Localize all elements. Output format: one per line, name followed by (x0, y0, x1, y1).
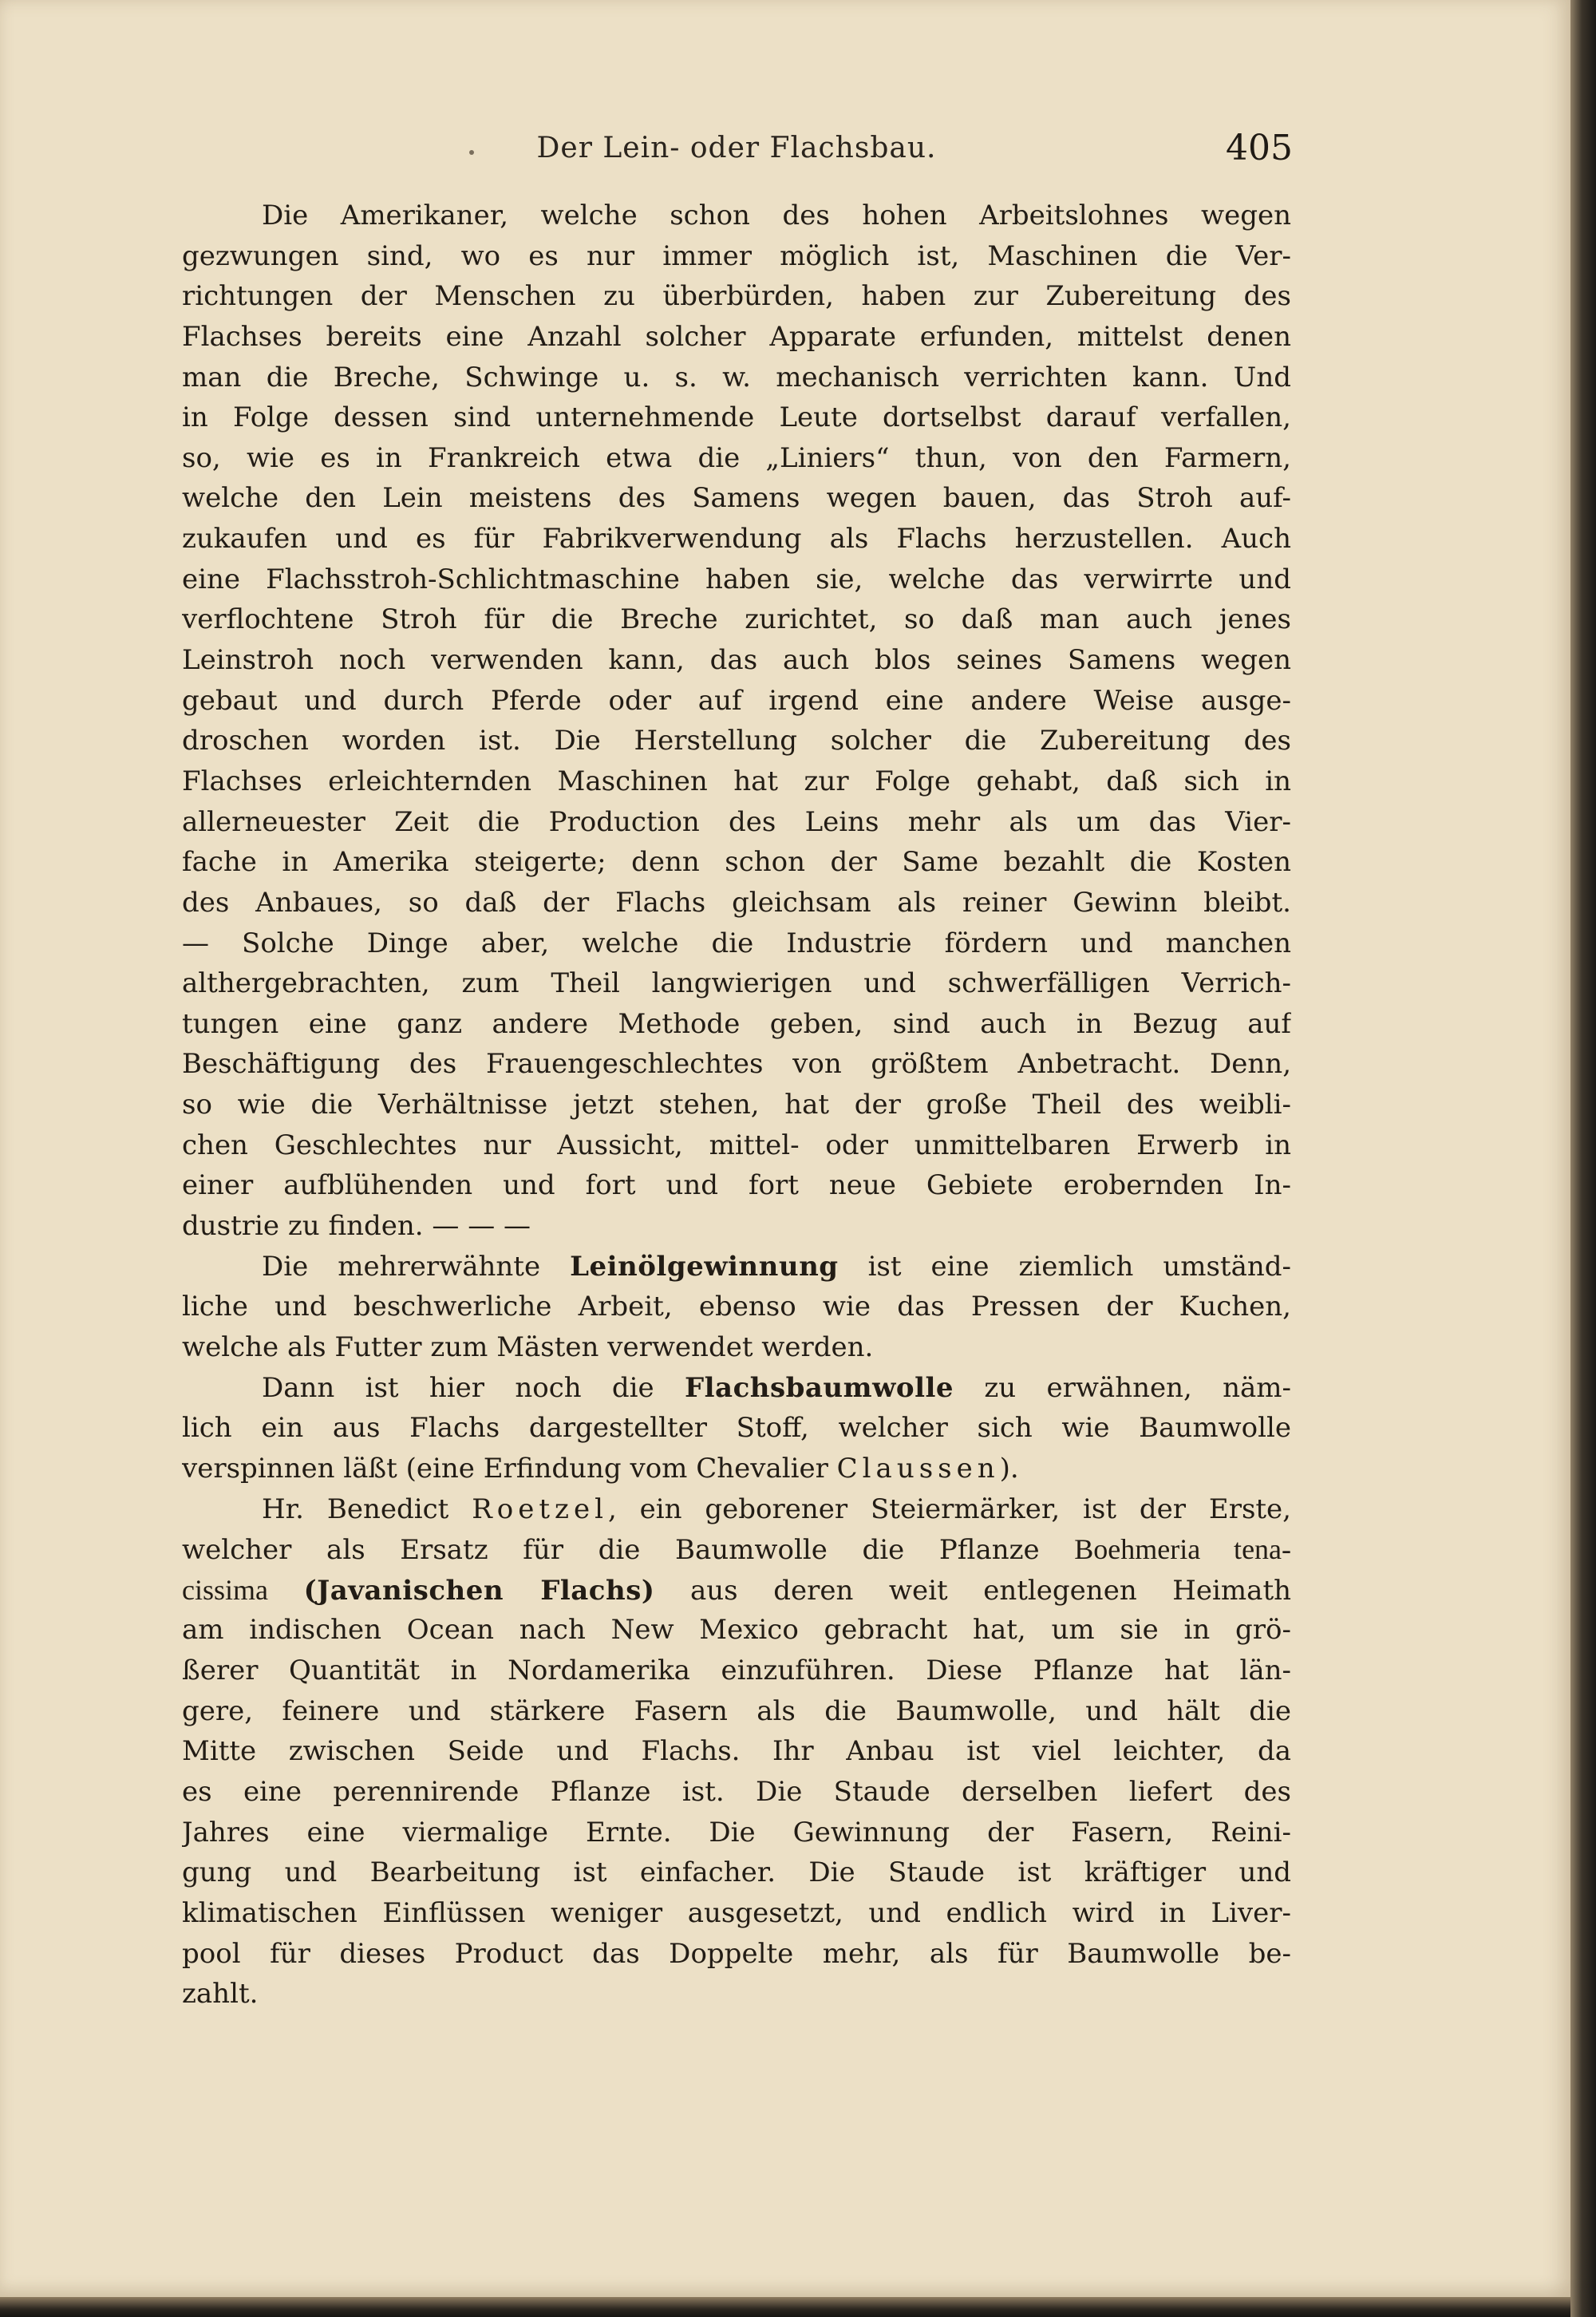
text-line: Leinstroh noch verwenden kann, das auch blos seines Samens wegen (182, 644, 1291, 677)
text-run: aus deren weit entlegenen Heimath (690, 1574, 1291, 1607)
text-line: chen Geschlechtes nur Aussicht, mittel- oder unmittelbaren Erwerb in (182, 1129, 1291, 1161)
text-line: gebaut und durch Pferde oder auf irgend eine andere Weise ausge- (182, 684, 1291, 717)
name-roetzel: Roetzel (472, 1493, 608, 1525)
text-line: Mitte zwischen Seide und Flachs. Ihr Anbau ist viel leichter, da (182, 1735, 1291, 1768)
latin-name: cissima (182, 1573, 268, 1606)
text-line: Beschäftigung des Frauengeschlechtes von größtem Anbetracht. Denn, (182, 1048, 1291, 1081)
book-edge-bottom (0, 2297, 1570, 2317)
text-line: klimatischen Einflüssen weniger ausgesetzt, und endlich wird in Liver- (182, 1896, 1291, 1929)
text-line: allerneuester Zeit die Production des Leins mehr als um das Vier- (182, 805, 1291, 838)
text-line: fache in Amerika steigerte; denn schon der Same bezahlt die Kosten (182, 846, 1291, 879)
text-line: in Folge dessen sind unternehmende Leute dortselbst darauf verfallen, (182, 401, 1291, 434)
text-line: gezwungen sind, wo es nur immer möglich ist, Maschinen die Ver- (182, 239, 1291, 272)
paragraph-flachsbaumwolle (182, 1368, 1291, 1489)
text-run: Dann ist hier noch die (262, 1371, 654, 1404)
text-run: zu erwähnen, näm- (984, 1371, 1291, 1404)
text-line: Jahres eine viermalige Ernte. Die Gewinnung der Fasern, Reini- (182, 1816, 1291, 1848)
text-run: , ein geborener Steiermärker, ist der Erste, (607, 1493, 1291, 1525)
text-line (182, 1368, 1291, 1409)
text-line: zahlt. (182, 1978, 259, 2011)
name-claussen: Claussen (836, 1452, 1000, 1485)
text-line (182, 1449, 1291, 1489)
text-line: welche als Futter zum Mästen verwendet werden. (182, 1330, 874, 1363)
keyword-flachsbaumwolle: Flachsbaumwolle (684, 1371, 954, 1404)
text-line: pool für dieses Product das Doppelte mehr, als für Baumwolle be- (182, 1937, 1291, 1970)
paragraph-leinoelgewinnung (182, 1247, 1291, 1368)
text-line: so, wie es in Frankreich etwa die „Liniers“ thun, von den Farmern, (182, 441, 1291, 474)
text-run: Hr. Benedict (262, 1493, 449, 1525)
paragraph-amerikaner (182, 196, 1291, 1247)
text-line: althergebrachten, zum Theil langwierigen und schwerfälligen Verrich- (182, 967, 1291, 1000)
text-line (182, 1247, 1291, 1287)
text-run: welcher als Ersatz für die Baumwolle die Pflanze (182, 1534, 1040, 1567)
body-text (182, 196, 1291, 2095)
text-line: zukaufen und es für Fabrikverwendung als Flachs herzustellen. Auch (182, 523, 1291, 556)
text-line: man die Breche, Schwinge u. s. w. mechanisch verrichten kann. Und (182, 361, 1291, 393)
text-run: ist eine ziemlich umständ- (867, 1250, 1291, 1283)
book-edge-right (1570, 0, 1596, 2317)
text-line: Flachses erleichternden Maschinen hat zur Folge gehabt, daß sich in (182, 765, 1291, 797)
text-line: ßerer Quantität in Nordamerika einzuführen. Diese Pflanze hat län- (182, 1655, 1291, 1687)
text-line: eine Flachsstroh-Schlichtmaschine haben sie, welche das verwirrte und (182, 563, 1291, 595)
text-line: Die Amerikaner, welche schon des hohen Arbeitslohnes wegen (262, 200, 1291, 231)
text-line: so wie die Verhältnisse jetzt stehen, hat der große Theil des weibli- (182, 1089, 1291, 1121)
page-number: 405 (1226, 128, 1293, 168)
text-line: des Anbaues, so daß der Flachs gleichsam als reiner Gewinn bleibt. (182, 886, 1291, 919)
keyword-javanischen-flachs: (Javanischen Flachs) (303, 1574, 655, 1607)
paragraph-boehmeria (182, 1489, 1291, 2015)
text-line: einer aufblühenden und fort und fort neue Gebiete erobernden In- (182, 1169, 1291, 1202)
text-line: tungen eine ganz andere Methode geben, sind auch in Bezug auf (182, 1007, 1291, 1040)
text-run: Die mehrerwähnte (262, 1250, 541, 1283)
text-line: lich ein aus Flachs dargestellter Stoff, welcher sich wie Baumwolle (182, 1412, 1291, 1445)
text-line (182, 1570, 1291, 1611)
text-line: dustrie zu finden. — — — (182, 1210, 531, 1243)
page-header-title: Der Lein- oder Flachsbau. (536, 132, 937, 164)
keyword-leinoelgewinnung: Leinölgewinnung (570, 1250, 839, 1283)
text-line: verflochtene Stroh für die Breche zurichtet, so daß man auch jenes (182, 603, 1291, 636)
text-line: gere, feinere und stärkere Fasern als die Baumwolle, und hält die (182, 1694, 1291, 1727)
text-line: — Solche Dinge aber, welche die Industrie fördern und manchen (182, 927, 1291, 959)
text-line: richtungen der Menschen zu überbürden, haben zur Zubereitung des (182, 280, 1291, 313)
text-line: gung und Bearbeitung ist einfacher. Die Staude ist kräftiger und (182, 1856, 1291, 1889)
text-run: ). (999, 1452, 1019, 1485)
text-line (182, 1489, 1291, 1530)
latin-name: Boehmeria tena- (1074, 1533, 1291, 1566)
text-line: droschen worden ist. Die Herstellung solcher die Zubereitung des (182, 725, 1291, 757)
running-head (182, 126, 1291, 182)
text-run: verspinnen läßt (eine Erfindung vom Chevalier (182, 1452, 828, 1485)
text-line: am indischen Ocean nach New Mexico gebracht hat, um sie in grö- (182, 1614, 1291, 1647)
text-line: es eine perennirende Pflanze ist. Die Staude derselben liefert des (182, 1775, 1291, 1808)
text-line: liche und beschwerliche Arbeit, ebenso wie das Pressen der Kuchen, (182, 1291, 1291, 1323)
text-line: Flachses bereits eine Anzahl solcher Apparate erfunden, mittelst denen (182, 320, 1291, 353)
text-line (182, 1529, 1291, 1570)
text-line: welche den Lein meistens des Samens wegen bauen, das Stroh auf- (182, 482, 1291, 515)
